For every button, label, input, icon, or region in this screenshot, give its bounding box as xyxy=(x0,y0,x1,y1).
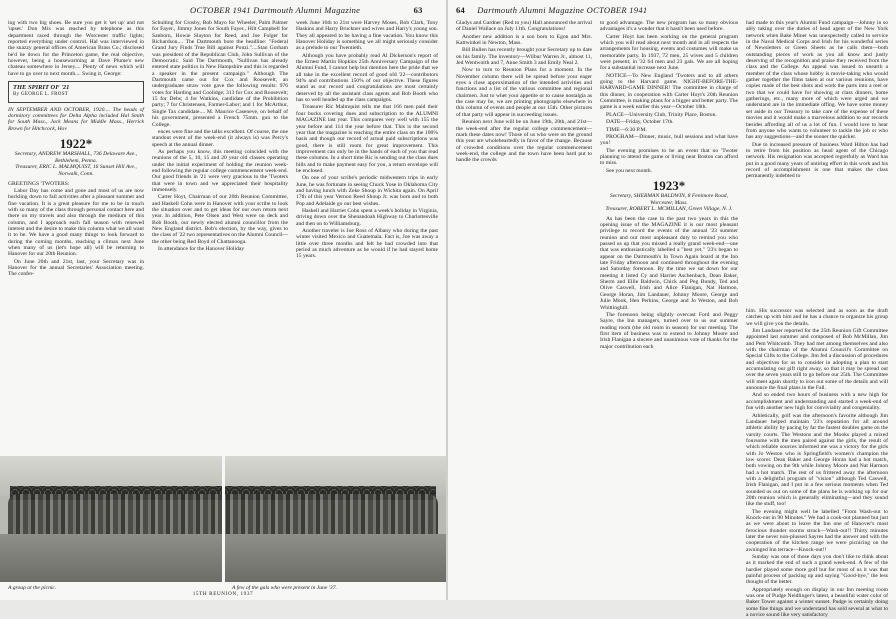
right-column-3 xyxy=(746,20,888,306)
class-treasurer: Treasurer, ROBERT L. MCMILLAN, Green Village, N. J. xyxy=(605,206,733,213)
paragraph: IN SEPTEMBER AND OCTOBER, 1920.... The heads of dormitory committees for Delta Alpha included Hal Smith for South Mass., Jack Means for Middle Mass., Herrick Brown for Hitchcock, Hov xyxy=(8,106,144,132)
paragraph: Sunday was one of those days you don't like to think about as it marked the end of such a grand week-end. A few of the hardier played some more golf but for most of us it was that painful process of packing up and saying "Good-bye," the less thought of the better. xyxy=(746,554,888,586)
right-page-number: 64 xyxy=(456,5,466,15)
right-running-head-text: Dartmouth Alumni Magazine OCTOBER 1941 xyxy=(477,5,648,15)
right-page xyxy=(448,0,896,619)
paragraph: NOTICE—To New England 'Twoters and to all others going to the Harvard game. NIGHT-BEFORE-THE-HARVARD-GAME DINNER! The committee in charge of this dinner, in cooperation with Carter Hoyt's 20th Reunion Committee, is making plans for a bigger and better party. The game is a week earlier this year—October 18th. xyxy=(600,72,738,111)
paragraph: DATE—Friday, October 17th. xyxy=(606,119,674,126)
class-1922-heading xyxy=(8,137,144,177)
photo-divider xyxy=(222,456,225,582)
right-running-head xyxy=(456,5,647,15)
paragraph: him. His successor was selected and as soon as the draft catches up with him and he has a chance to organize his group we will give you the details. xyxy=(746,308,888,327)
paragraph: week June 16th to 21st were Harvey Moses, Bob Clark, Tony Haskins and Harry Bruckner and wives and Harry's young son. They all appeared to be having a fine vacation. You know this Hanover Holiday is something we all might seriously consider as a prelude to our Twentieth. xyxy=(296,20,438,52)
paragraph: Carter Hoyt, Chairman of our 20th Reunion Committee, and Haskell Cohn were in Hanover with your scribe to look the situation over and to get ideas for our own return next year. In addition, Pete Olsen and West were on deck and Bob Booth, our newly elected alumni councillor from the New England district. Bob's election, by the way, gives to the class of '22 two representatives on the Alumni Council—the other being Red Boyd of Chattanooga. xyxy=(152,194,289,245)
paragraph: The evening promises to be an event that no 'Twoter planning to attend the game or living near Boston can afford to miss. xyxy=(600,147,738,167)
paragraph: On one of your scribe's periodic midwestern trips in early June, he was fortunate in seeing Chuck Yose in Oklahoma City and having lunch with Zeke Shoup in Wichita again. On April 17th of this year Vernon Reed Shoup Jr. was born and to both Pop and Adelaide go our best wishes. xyxy=(296,175,438,207)
paragraph: Gladys and Gardner (Red to you) Hall announced the arrival of Daniel Wallace on July 11th. Congratulations! xyxy=(456,20,592,33)
paragraph: TIME—6:30 P.M. xyxy=(606,126,647,133)
paragraph: The forenoon being slightly overcast Ford and Peggy Sayre, the Inn managers, turned over to us our summer reading room (the old room in season) for our meeting. The first item of business was to extend to Johnny Moore and Irish Flanigan a sincere and unanimous vote of thanks for the major contribution each xyxy=(600,311,738,350)
right-column-2 xyxy=(600,20,738,592)
paragraph: Bill Bullen has recently brought your Secretary up to date on his family. The inventory—Wilbur Warren Jr., almost 11, Jed Wentworth and 7, Anne Smith 3 and Emily Neal 2. xyxy=(456,47,592,67)
paragraph: In attendance for the Hanover Holiday xyxy=(158,246,245,253)
paragraph: The evening might well be labelled "From Wash-out to Knock-out in 90 Minutes." We had a cook-out planned but just as we were about to leave the Inn one of Hanover's most ferocious thunder storms struck—Wash-out!! Thirty minutes later the never non-plussed Sayres had the answer and with the cooperation of the kitchen range we were picnicing on the awninged Inn terrace—Knock-out!! xyxy=(746,508,888,553)
left-page-number: 63 xyxy=(413,5,423,15)
left-running-head xyxy=(190,5,423,15)
right-column-1 xyxy=(456,20,592,592)
reunion-photo xyxy=(0,456,446,582)
left-column-2 xyxy=(152,20,288,454)
paragraph: Schulting for Crosby, Bob Mayo for Wheeler, Palm Palmer for Fayer., Jimmy Jones for South Fayer., Hilt Campbell for Sanborn, Howie Slayton for Reed, and Joe Folger for Richardson.... The Dartmouth bore the headline: "Federal Grand Jury Finds True Bill against Ponzi."....Stan Gorham was president of the Republican Club, John Sullivan of the Democratic. Said The Dartmouth, "Sullivan has already entered state politics in New Hampshire and this is regarded a speaker in the present campaign." Although The Dartmouth came out for Cox and Roosevelt, an undergraduate straw vote gave the following results: 976 votes for Harding and Coolidge; 313 for Cox and Roosevelt; 15 for Debs; 4 for Watkins, candidate of the Prohibition party; 7 for Christensen, Farmer-Labor; and 1 for McArthur, Single Tax candidate.... M. Maurice Caseneve, on behalf of his government, presented a French 75mm. gun to the College. xyxy=(152,20,288,128)
paragraph: Now to turn to Reunion Plans for a moment. In the November column there will be spread before your eager eyes a close approximation of the intended activities and functions and a list of the various committee and regional chairmen. Just to whet your appetite or to cause nostalgia as the case may be, we are printing photographs elsewhere in this column of events and people at our 15th. Other pictures of that party will appear in succeeding issues. xyxy=(456,67,592,118)
class-secretary: Secretary, ANDREW MARSHALL, 736 Delaware Ave., Bethlehem, Penna. xyxy=(14,151,138,164)
paragraph: As has been the case in the past two years in this the opening issue of the MAGAZINE it is our most pleasant privilege to record the events of the annual '23 summer reunion and our most unpleasant duty to remind you who passed us up that you missed a really grand week-end—one that was enthusiastically labelled a "best yet." '23's began to appear on the Dartmouth's In Town Again board at the Inn late Friday afternoon and continued throughout the evening and Saturday forenoon. By the time we sat down for our meeting it listed Cy and Harriet Aschenbach, Dean Baker, Sherm and Ellie Baldwin, Chick and Peg Bundy, Ted and Olive Caswell, Irish and Alice Flanigan, Nat Harmon, George Horan, Jim Landauer, Johnny Moore, George and Julie Mook, Hen Perkins, George and Jo Weston, and Bob Whittinghill. xyxy=(600,215,738,311)
paragraph: Carter Hoyt has been working on the general program which you will read about next month and in all respects the arrangements for housing, events and costumes will make us memorable party. In 1937, 72 men, 25 wives and 5 children were present; in '32 64 men and 23 gals. We are all hoping for a substantial increase next June. xyxy=(600,33,738,72)
paragraph: Labor Day has come and gone and most of us are now buckling down to fall activities after a pleasant summer and fine vacation. It is a great pleasure for me to be in touch with so many of the class through personal contact here and there on my travels and also through the medium of this column, and I approach each fall season with renewed interest and the desire to make this column what we all want it to be. We have a good many things to look forward to during the coming months, reaching a climax next June when many of us (let's hope all) will be returning to Hanover for our 20th Reunion. xyxy=(8,187,144,258)
caption-reunion: 15TH REUNION, 1937 xyxy=(192,591,254,597)
caption-gals: A few of the gals who were present in June '37. xyxy=(232,585,337,591)
class-year: 1923* xyxy=(652,177,686,193)
paragraph: Another new addition is a son born to Egon and Mrs. Kattwinkel in Newton, Mass. xyxy=(456,33,592,47)
left-column-1 xyxy=(8,20,144,454)
class-secretary: Secretary, SHERMAN BALDWIN, 8 Fenimore Road, Worcester, Mass. xyxy=(610,192,728,206)
spirit-of-21-box xyxy=(8,81,144,103)
left-page xyxy=(0,0,446,600)
paragraph: See you next month. xyxy=(606,167,652,174)
box-byline: By GEORGE L. FROST xyxy=(13,92,69,98)
paragraph: As perhaps you know, this meeting coincided with the reunions of the 5, 10, 15 and 20 year old classes operating under the initial experiment of holding the reunion week-end following the regular college commencement week-end. Our good friends in '21 were very gracious to the 'Twoters that were in town and we appreciated their hospitality immensely. xyxy=(152,148,288,193)
paragraph: had made to this year's Alumni Fund campaign—Johnny in so ably taking over the duties of head agent of the New York network when Bake Miner was unexpectedly called to service in the Naval Medical Corps and Irish for his wonderful series of Newsletters or Green Sheets as he calls them—both outstanding pieces of work as you all know and justly deserving of the recognition and praise they received from the class and the College. An appeal was issued to unearth a member of the class whose hobby is movie-taking who would gather together the films taken at our various reunions, have copies made of the best shots and work the parts into a reel or two that we could have for showing at class dinners, home gatherings, etc., many more of which were urged and we understand are in the immediate offing. We have some money set aside in our Treasury to take care of the expense of these movies and it would make a marvelous addition to our records besides affording all of us a lot of fun. I would love to hear from anyone who wants to volunteer to tackle the job or who has any suggestions—and the sooner the quicker. xyxy=(746,20,888,141)
paragraph: On June 20th and 21st, last, your Secretary was in Hanover for the annual Secretaries' Association meeting. The confer- xyxy=(8,258,144,278)
left-column-3 xyxy=(296,20,438,454)
left-running-head-text: OCTOBER 1941 Dartmouth Alumni Magazine xyxy=(190,5,361,15)
paragraph: Haskell and Harriet Cohn spent a week's holiday in Virginia, driving down over the Shenandoah Highway to Charlottesville and then on to Williamsburg. xyxy=(296,207,438,227)
greeting: GREETINGS 'TWOTERS: xyxy=(8,180,70,187)
paragraph: Another traveler is Joe Ross of Albany who during the past winter visited Mexico and Guatemala. Fact is, Joe was away a little over three months and felt he had crowded into that period as much adventure as he would if he had stayed home 15 years. xyxy=(296,228,438,260)
paragraph: And so ended two hours of business with a new high for accomplishment and understanding and started a week-end of fun with another new high for conviviality and congeniality. xyxy=(746,392,888,412)
paragraph: Reunion next June will be on June 19th, 20th, and 21st—the week-end after the regular college commencement—mark these dates now! Those of us who were on the ground this year are wholeheartedly in favor of the change. Because of crowded conditions over the regular commencement week-end, the college and the town have been hard put to handle the crowds xyxy=(456,119,592,164)
class-year: 1922* xyxy=(59,136,93,152)
paragraph: PROGRAM—Dinner, music, bull sessions and what have you! xyxy=(600,133,738,147)
right-column-4 xyxy=(746,308,888,619)
paragraph: ing with two big shoes. Be sure you get it 'set up' and not 'upset.' Don Mix was reached by telephone as this department raced through the Worcester traffic lights; reported everything under control. Hal was interviewed in the snazzy general offices of American Brass Co.; disclosed he'd be down for the Princeton game, the real objective, however, being a housewarming at Dave Plume's new chateau somewhere in Jersey.... Plenty of news which will have to go over to next month.... Swing it, George: xyxy=(8,20,144,77)
class-treasurer: Treasurer, ERIC L. MALMQUIST, 16 Sunset Hill Ave., Norwalk, Conn. xyxy=(15,164,137,177)
paragraph: Although you have probably read Al Dickerson's report of the Ernest Martin Hopkins 25th Anniversary Campaign of the Alumni Fund, I cannot help but mention here the pride that we all take in the excellent record of good old '22—contributors 94% and contributions 150% of our objective. These figures stand as our record and congratulations are most certainly deserved by all the assistant class agents and Bob Booth who has so well headed up the class campaigns. xyxy=(296,52,438,104)
paragraph: Due to increased pressure of business Ward Hilton has had to retire from his position as head agent of the Chicago network. His resignation was accepted regretfully as Ward has put in a good many years of untiring effort in this work and his record of accomplishment is one that makes the class permanently indebted to xyxy=(746,141,888,180)
paragraph: Treasurer Ric Malmquist tells me that 166 men paid their four bucks covering dues and subscription to the ALUMNI MAGAZINE last year. This compares very well with 155 the year before and 114 the year before that. This is the second year that the magazine is reaching the entire class on the 100% basis and though our record of actual paid subscriptions was good, there is still room for great improvement. This improvement can only be in the hands of each of you that read these columns. In a short time Ric is sending out the class dues bills and to make payment easy for you, a return envelope will be enclosed. xyxy=(296,104,438,174)
paragraph: Jim Landauer reported for the 25th Reunion Gift Committee appointed last summer and composed of Bob McMillan, Jim and Pem Whitcomb. They had met among themselves and also with the chairman of the Alumni Council's Committee on Special Gifts to the College. Jim fed a discussion of procedures and objectives for us to consider in adopting a plan to start accumulating our gift right away, so that it may be spread out over the seven years still to go before our 25th. The Committee will meet again shortly to iron out some of the details and will announce the final plans in the Fall. xyxy=(746,328,888,392)
paragraph: Appropriately enough on display in our Inn meeting room was one of Pudge Neidlinger's latest, a beautiful water color of Baker Tower against a winter sunset. Pudge is certainly doing some fine things and we understand has sold several at what to a novice sound like very satisfactory xyxy=(746,586,888,619)
class-1923-heading xyxy=(600,179,738,213)
paragraph: PLACE—University Club, Trinity Place, Boston. xyxy=(606,111,717,118)
paragraph: to good advantage. The new program has so many obvious advantages it's a wonder that it hasn't been used before. xyxy=(600,20,738,33)
box-title: THE SPIRIT OF '21 xyxy=(13,84,70,92)
caption-picnic: A group at the picnic. xyxy=(8,585,57,591)
paragraph: ences were fine and the talks excellent. Of course, the one standout event of the week-end (it always is) was Percy's speech at the annual dinner. xyxy=(152,128,288,148)
paragraph: Athletically, golf was the afternoon's favorite although Jim Landauer helped maintain '23's reputation for all around athletic ability by pacing by far the fastest doubles game on the varsity courts. The Westons and the Mooks played a mixed foursome with the men paired against the girls, the result of which reliable sources informed me was a victory for the girls with Jo Weston who is Springfield's women's champion the low scorer. Dean Baker and George Horan had a hot match, both vowing on the 9th while Johnny Moore and Nat Harmon had a hot match. The rest of us frittered away the afternoon with a delightful program of "vision" although Ted Caswell, Irish Flanigan, and I put in a few serious moments when Ted sounded us out on some of the plans he is working up for our 20th reunion which is generally eliminating—and they sound like the stuff, too! xyxy=(746,412,888,508)
